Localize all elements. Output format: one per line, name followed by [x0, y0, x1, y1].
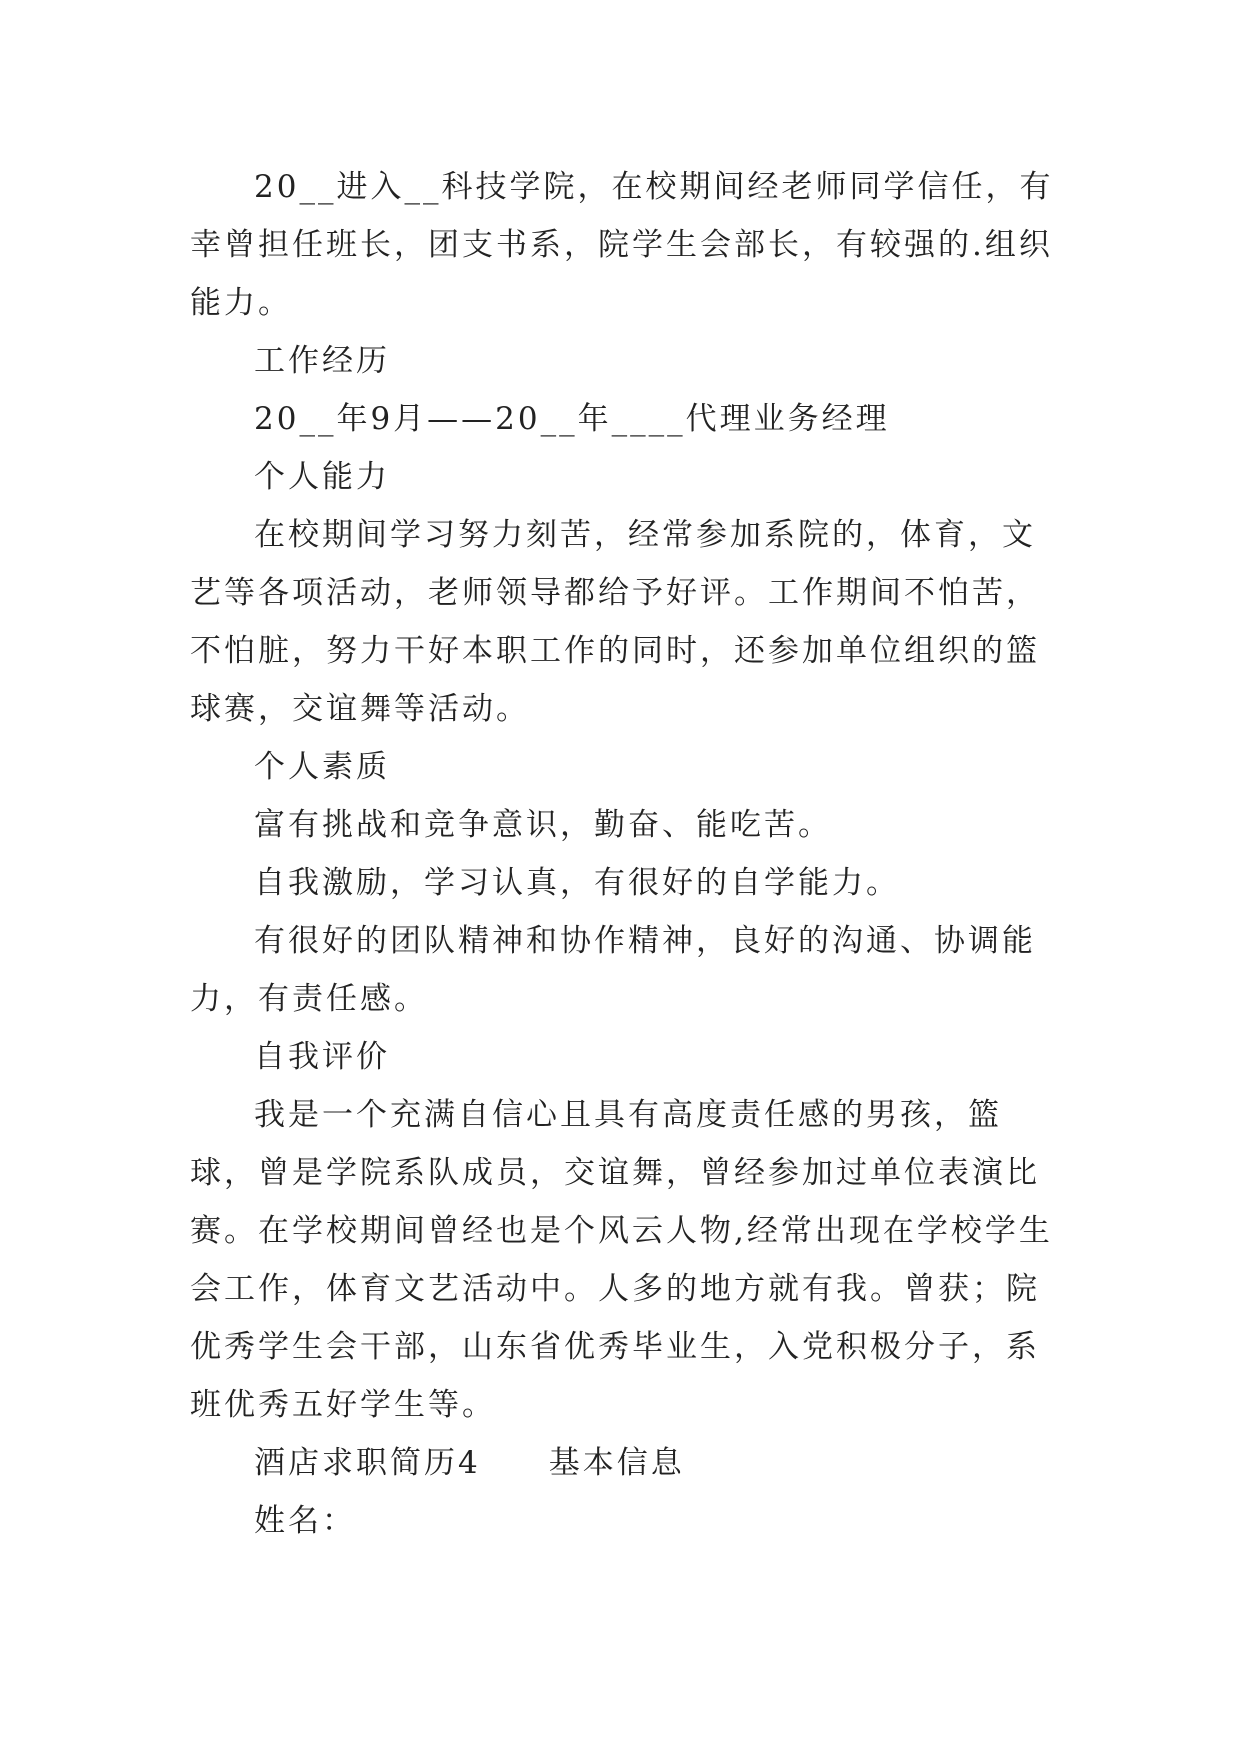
self-evaluation-paragraph: 我是一个充满自信心且具有高度责任感的男孩，篮球，曾是学院系队成员，交谊舞，曾经参加过单位表演比赛。在学校期间曾经也是个风云人物,经常出现在学校学生会工作，体育文艺活动中。人多的地方就有我。曾获；院优秀学生会干部，山东省优秀毕业生，入党积极分子，系班优秀五好学生等。	[190, 1097, 1053, 1423]
personal-ability-paragraph: 在校期间学习努力刻苦，经常参加系院的，体育，文艺等各项活动，老师领导都给予好评。工作期间不怕苦，不怕脏，努力干好本职工作的同时，还参加单位组织的篮球赛，交谊舞等活动。	[190, 517, 1040, 727]
self-evaluation-heading: 自我评价	[254, 1039, 390, 1075]
personal-quality-item: 自我激励，学习认真，有很好的自学能力。	[254, 865, 900, 901]
document-body	[190, 158, 1060, 1550]
personal-ability-heading: 个人能力	[254, 459, 390, 495]
name-field-label: 姓名：	[254, 1503, 356, 1539]
education-paragraph: 20__进入__科技学院，在校期间经老师同学信任，有幸曾担任班长，团支书系，院学生会部长，有较强的.组织能力。	[190, 169, 1054, 321]
resume-4-heading: 酒店求职简历4 基本信息	[254, 1445, 685, 1481]
work-experience-entry: 20__年9月——20__年____代理业务经理	[254, 401, 890, 437]
work-experience-heading: 工作经历	[254, 343, 390, 379]
personal-quality-item: 有很好的团队精神和协作精神，良好的沟通、协调能力，有责任感。	[190, 923, 1036, 1017]
personal-quality-heading: 个人素质	[254, 749, 390, 785]
personal-quality-item: 富有挑战和竞争意识，勤奋、能吃苦。	[254, 807, 832, 843]
